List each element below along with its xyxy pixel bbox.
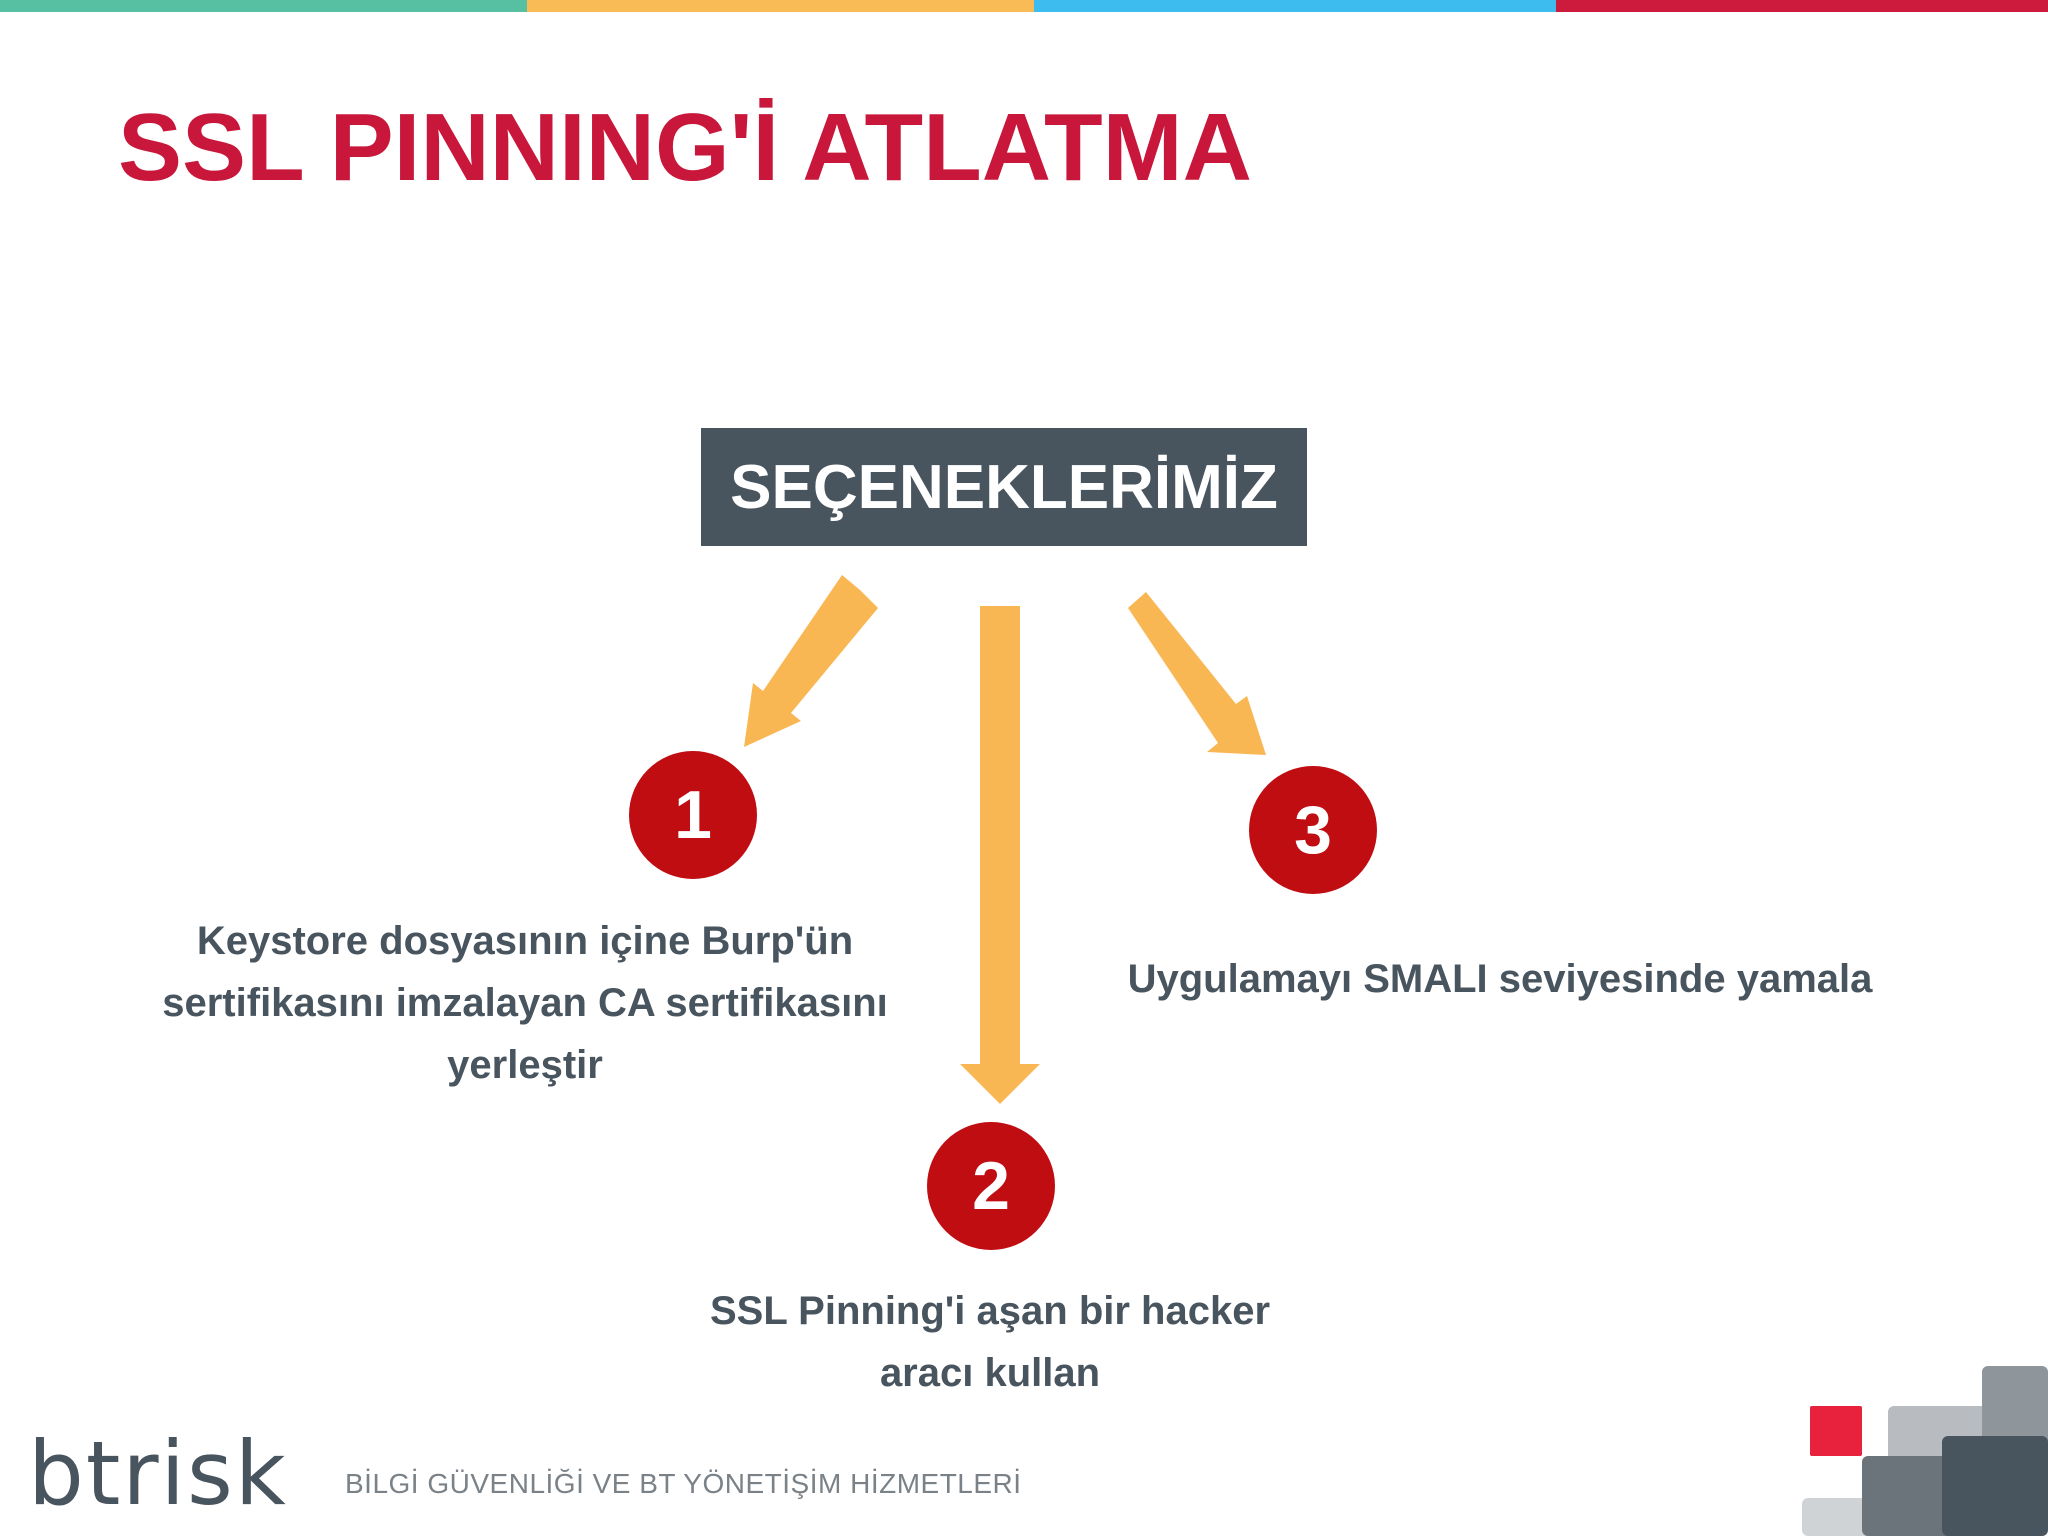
footer-tagline: BİLGİ GÜVENLİĞİ VE BT YÖNETİŞİM HİZMETLERİ <box>345 1468 1022 1499</box>
option-1-number-badge <box>629 751 757 879</box>
option-2-text <box>640 1280 1340 1404</box>
options-heading: SEÇENEKLERİMİZ <box>730 452 1278 522</box>
option-1-line-3: yerleştir <box>447 1043 603 1087</box>
arrow-to-option-1 <box>744 575 878 747</box>
option-1-text <box>110 910 940 1096</box>
decor-square-red <box>1810 1406 1862 1456</box>
option-3-text <box>1070 948 1930 1010</box>
option-1-line-1: Keystore dosyasının içine Burp'ün <box>196 919 854 963</box>
btrisk-logo: btrisk <box>28 1422 288 1525</box>
decor-square-dark <box>1942 1436 2048 1536</box>
option-1-number: 1 <box>674 777 712 853</box>
option-2-line-2: aracı kullan <box>879 1351 1101 1395</box>
option-2-number-badge <box>927 1122 1055 1250</box>
option-2-number: 2 <box>972 1148 1010 1224</box>
option-2-line-1: SSL Pinning'i aşan bir hacker <box>709 1289 1271 1333</box>
option-3-line-1: Uygulamayı SMALI seviyesinde yamala <box>1127 957 1873 1001</box>
arrow-to-option-3 <box>1128 592 1266 755</box>
arrow-to-option-2 <box>960 606 1040 1104</box>
option-3-number: 3 <box>1294 792 1332 868</box>
option-1-line-2: sertifikasını imzalayan CA sertifikasını <box>162 981 888 1025</box>
option-3-number-badge <box>1249 766 1377 894</box>
slide-title: SSL PINNING'İ ATLATMA <box>118 94 1252 201</box>
